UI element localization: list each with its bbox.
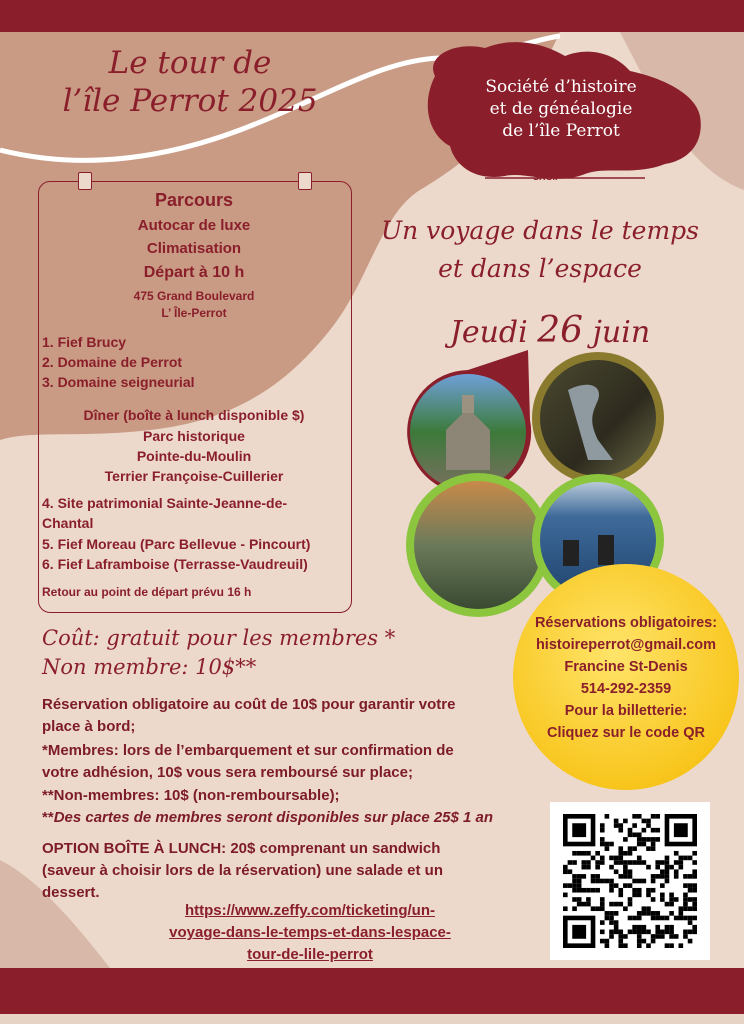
logo-text xyxy=(430,76,692,142)
route-stop-1: 1. Fief Brucy xyxy=(42,334,127,350)
body-membership-prefix: ** xyxy=(42,809,54,826)
tagline-line-1: Un voyage dans le temps xyxy=(381,216,699,245)
reservation-contact-name: Francine St-Denis xyxy=(564,659,688,675)
bottom-band xyxy=(0,968,744,1014)
route-departure: Départ à 10 h xyxy=(143,264,245,281)
tagline-line-2: et dans l’espace xyxy=(438,254,642,283)
body-reservation-line-1: Réservation obligatoire au coût de 10$ pour garantir votre xyxy=(42,696,456,713)
body-members-line-2: votre adhésion, 10$ vous sera remboursé sur place; xyxy=(42,764,413,781)
route-lunch-place: Pointe-du-Moulin xyxy=(136,448,252,464)
paper-clip-left-icon xyxy=(78,172,92,190)
qr-code-card[interactable] xyxy=(550,802,710,960)
route-coach: Autocar de luxe xyxy=(137,217,251,234)
route-stop-2: 2. Domaine de Perrot xyxy=(42,354,183,370)
logo-line-2: et de généalogie xyxy=(489,99,633,119)
route-heading: Parcours xyxy=(154,190,234,210)
body-lunch-line-2: (saveur à choisir lors de la réservation) une salade et un xyxy=(42,862,443,879)
route-address-street: 475 Grand Boulevard xyxy=(133,289,255,303)
title-line-2: l’île Perrot 2025 xyxy=(62,83,318,119)
route-stop-4-cont: Chantal xyxy=(42,515,94,531)
link-line-2[interactable]: voyage-dans-le-temps-et-dans-lespace- xyxy=(169,924,451,941)
cost-nonmembers: Non membre: 10$** xyxy=(42,655,257,679)
reservation-heading: Réservations obligatoires: xyxy=(534,615,718,631)
route-address-city: L’ Île-Perrot xyxy=(161,306,227,320)
body-members-line-1: *Membres: lors de l’embarquement et sur confirmation de xyxy=(42,742,454,759)
route-return: Retour au point de départ prévu 16 h xyxy=(42,585,252,599)
body-reservation-line-2: place à bord; xyxy=(42,718,136,735)
reservation-email[interactable]: histoireperrot@gmail.com xyxy=(535,637,717,653)
route-stop-4: 4. Site patrimonial Sainte-Jeanne-de- xyxy=(42,495,288,511)
logo-line-1: Société d’histoire xyxy=(485,77,637,97)
body-nonmembers: **Non-membres: 10$ (non-remboursable); xyxy=(42,787,340,804)
tagline xyxy=(360,212,720,288)
body-membership-cards xyxy=(42,807,532,829)
route-lunch-park: Parc historique xyxy=(143,428,245,444)
aerial-photo xyxy=(414,481,542,609)
body-lunch-line-1: OPTION BOÎTE À LUNCH: 20$ comprenant un sandwich xyxy=(42,840,441,857)
bottom-strip xyxy=(0,1014,744,1024)
date-day: Jeudi xyxy=(449,315,528,350)
logo-abbreviation: SHGIP xyxy=(532,172,561,182)
route-stop-6: 6. Fief Laframboise (Terrasse-Vaudreuil) xyxy=(42,556,308,572)
link-line-3[interactable]: tour-de-lile-perrot xyxy=(247,946,373,963)
date-month: juin xyxy=(592,315,651,350)
body-membership-text: Des cartes de membres seront disponibles sur place 25$ 1 an xyxy=(53,809,494,826)
cost-members: Coût: gratuit pour les membres * xyxy=(42,626,396,650)
logo-line-3: de l’île Perrot xyxy=(502,121,620,141)
ticketing-label: Pour la billetterie: xyxy=(564,703,688,719)
event-date xyxy=(400,310,700,351)
route-lunch: Dîner (boîte à lunch disponible $) xyxy=(83,407,305,423)
reservation-phone: 514-292-2359 xyxy=(580,681,672,697)
top-band xyxy=(0,0,744,32)
route-lunch-terrier: Terrier Françoise-Cuillerier xyxy=(104,468,284,484)
ticketing-link[interactable] xyxy=(120,900,500,966)
route-air-conditioning: Climatisation xyxy=(146,240,242,257)
qr-code-icon[interactable] xyxy=(562,814,698,948)
title-line-1: Le tour de xyxy=(108,45,272,81)
ticketing-qr-instruction: Cliquez sur le code QR xyxy=(547,725,705,741)
route-stop-3: 3. Domaine seigneurial xyxy=(42,374,195,390)
paper-clip-right-icon xyxy=(298,172,312,190)
reservation-text xyxy=(513,612,739,744)
poster-title xyxy=(40,44,340,120)
route-stop-5: 5. Fief Moreau (Parc Bellevue - Pincourt) xyxy=(42,536,311,552)
body-lunch-line-3: dessert. xyxy=(42,884,100,901)
date-number: 26 xyxy=(537,310,584,351)
link-line-1[interactable]: https://www.zeffy.com/ticketing/un- xyxy=(184,902,435,919)
